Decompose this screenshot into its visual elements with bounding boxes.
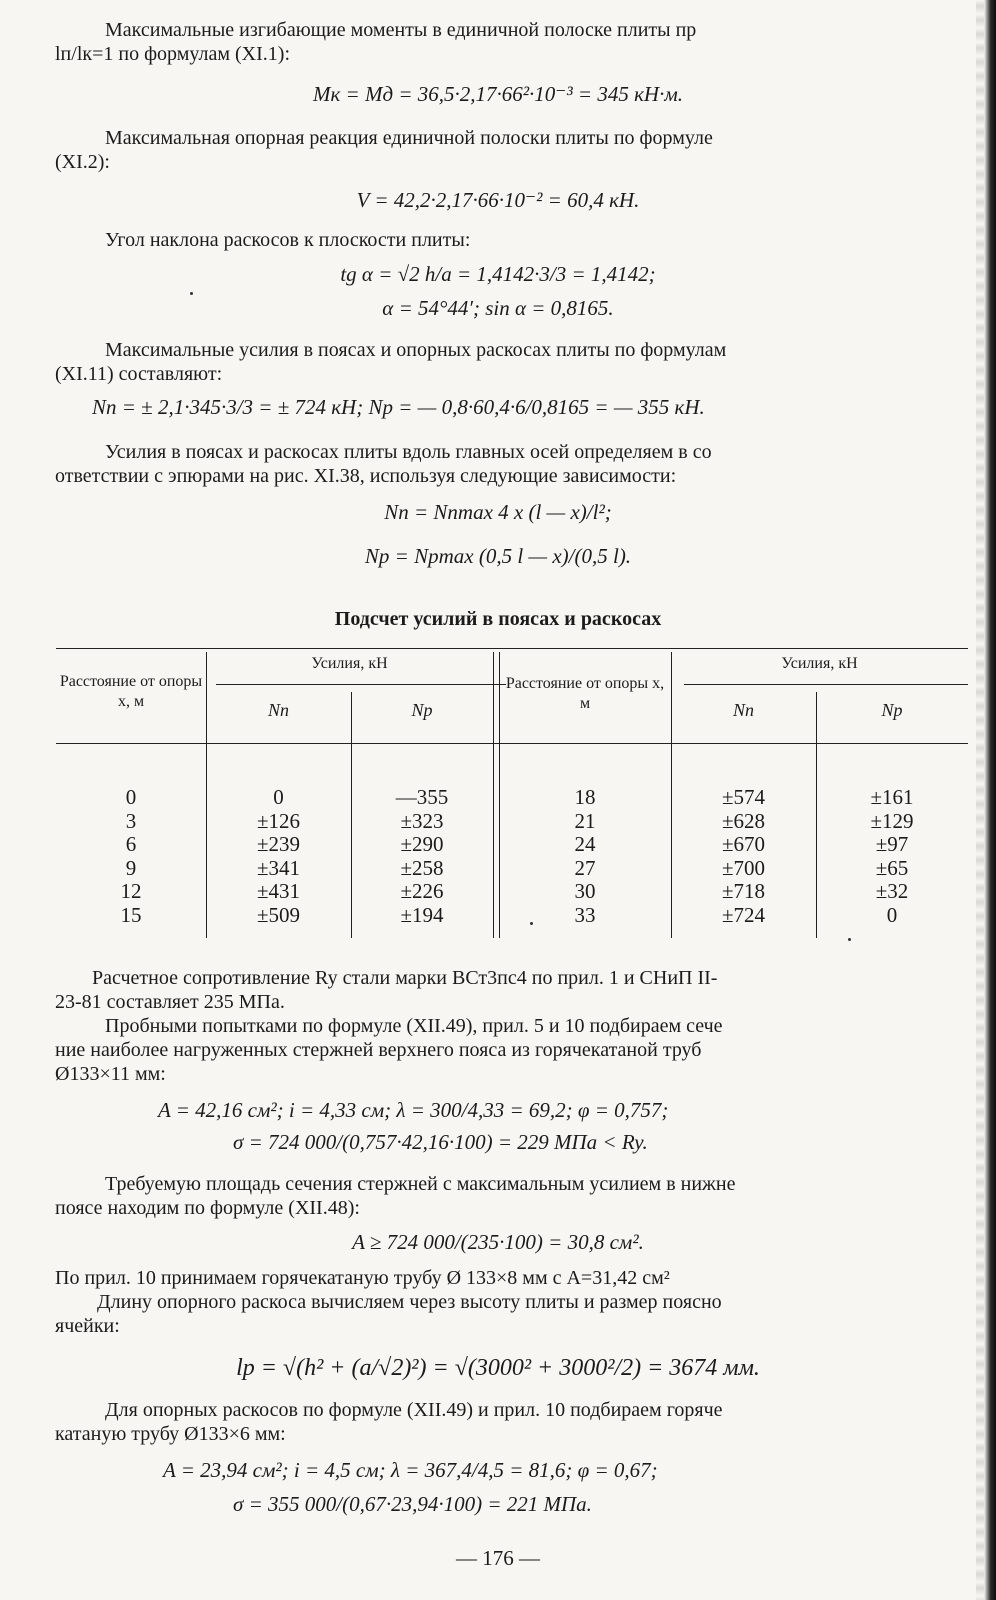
header-forces: Усилия, кН bbox=[781, 655, 858, 672]
formula: Nп = ± 2,1·345·3/3 = ± 724 кН; Nр = — 0,8·60,4·6/0,8165 = — 355 кН. bbox=[92, 395, 705, 419]
paragraph-line: поясе находим по формуле (XII.48): bbox=[55, 1197, 360, 1219]
formula: Mк = Mд = 36,5·2,17·66²·10⁻³ = 345 кН·м. bbox=[312, 82, 683, 106]
paragraph-line: ние наиболее нагруженных стержней верхнего пояса из горячекатаной труб bbox=[55, 1039, 702, 1061]
table-cell: ±65 bbox=[875, 855, 909, 880]
paragraph-line: ответствии с эпюрами на рис. XI.38, используя следующие зависимости: bbox=[55, 465, 677, 487]
paragraph-line: Усилия в поясах и раскосах плиты вдоль главных осей определяем в со bbox=[105, 441, 712, 463]
paragraph-line: (XI.2): bbox=[55, 151, 110, 173]
formula: A = 23,94 см²; i = 4,5 см; λ = 367,4/4,5 = 81,6; φ = 0,67; bbox=[163, 1458, 658, 1482]
table-cell: 12 bbox=[120, 879, 142, 904]
paragraph-line: 23-81 составляет 235 МПа. bbox=[55, 991, 285, 1013]
formula: A ≥ 724 000/(235·100) = 30,8 см². bbox=[352, 1230, 644, 1254]
paragraph-line: Максимальная опорная реакция единичной полоски плиты по формуле bbox=[105, 127, 713, 149]
table-cell: ±239 bbox=[256, 832, 301, 857]
paragraph-line: ячейки: bbox=[55, 1315, 120, 1337]
table-cell: 33 bbox=[574, 902, 596, 927]
table-cell: ±194 bbox=[400, 902, 444, 927]
scan-binding-edge bbox=[984, 0, 996, 1600]
formula: tg α = √2 h/a = 1,4142·3/3 = 1,4142; bbox=[340, 262, 656, 286]
column-left-np bbox=[206, 786, 351, 928]
table-cell: ±341 bbox=[256, 855, 301, 880]
table-cell: ±258 bbox=[400, 855, 444, 880]
table-cell: ±226 bbox=[400, 879, 444, 904]
table-cell: ±700 bbox=[721, 855, 766, 880]
paragraph-line: Требуемую площадь сечения стержней с максимальным усилием в нижне bbox=[105, 1173, 736, 1195]
column-left-x bbox=[56, 786, 206, 928]
formula: Nп = Nпmax 4 x (l — x)/l²; bbox=[384, 500, 612, 524]
paragraph-line: По прил. 10 принимаем горячекатаную трубу Ø 133×8 мм с A=31,42 см² bbox=[55, 1267, 670, 1289]
table-cell: 21 bbox=[574, 808, 596, 833]
column-right-np bbox=[671, 786, 816, 928]
paragraph-line: Максимальные изгибающие моменты в единичной полоске плиты пр bbox=[105, 19, 697, 41]
column-right-nr bbox=[816, 786, 968, 928]
table-cell: —355 bbox=[395, 785, 449, 809]
paragraph-line: Пробными попытками по формуле (XII.49), прил. 5 и 10 подбираем сече bbox=[105, 1015, 723, 1037]
table-cell: 6 bbox=[125, 832, 137, 857]
formula: V = 42,2·2,17·66·10⁻² = 60,4 кН. bbox=[356, 188, 640, 212]
header-np: Nп bbox=[267, 700, 289, 720]
table-cell: ±97 bbox=[875, 832, 909, 857]
formula: α = 54°44′; sin α = 0,8165. bbox=[382, 296, 614, 320]
table-cell: ±161 bbox=[870, 785, 914, 809]
table-cell: ±290 bbox=[400, 832, 444, 857]
table-cell: ±126 bbox=[256, 808, 301, 833]
paragraph-line: Длину опорного раскоса вычисляем через высоту плиты и размер поясно bbox=[97, 1291, 722, 1313]
table-cell: 15 bbox=[120, 902, 142, 927]
table-cell: ±724 bbox=[721, 902, 766, 927]
header-nr: Nр bbox=[881, 700, 903, 720]
table-cell: 9 bbox=[125, 855, 137, 880]
table-cell: ±670 bbox=[721, 832, 766, 857]
table-cell: ±431 bbox=[256, 879, 301, 904]
header-distance: Расстояние от опоры x, м bbox=[59, 673, 203, 710]
table-cell: 27 bbox=[574, 855, 596, 880]
page-number: — 176 — bbox=[456, 1546, 540, 1570]
table-cell: 24 bbox=[574, 832, 596, 857]
table-cell: ±509 bbox=[256, 902, 301, 927]
paragraph-line: Ø133×11 мм: bbox=[55, 1063, 166, 1085]
paragraph-line: (XI.11) составляют: bbox=[55, 363, 223, 385]
table-cell: ±628 bbox=[721, 808, 766, 833]
table-cell: ±129 bbox=[870, 808, 914, 833]
table-cell: 0 bbox=[125, 785, 137, 809]
paragraph-line: Для опорных раскосов по формуле (XII.49) и прил. 10 подбираем горяче bbox=[105, 1399, 723, 1421]
paragraph-line: катаную трубу Ø133×6 мм: bbox=[55, 1423, 286, 1445]
header-np: Nп bbox=[732, 700, 754, 720]
table-cell: ±574 bbox=[721, 785, 766, 809]
column-left-nr bbox=[351, 786, 493, 928]
formula: σ = 724 000/(0,757·42,16·100) = 229 МПа < Ry. bbox=[233, 1130, 648, 1154]
table-cell: 30 bbox=[574, 879, 596, 904]
table-cell: 0 bbox=[886, 902, 898, 927]
column-right-x bbox=[499, 786, 671, 928]
formula: lр = √(h² + (a/√2)²) = √(3000² + 3000²/2) = 3674 мм. bbox=[236, 1355, 760, 1381]
header-forces: Усилия, кН bbox=[311, 655, 388, 672]
formula: A = 42,16 см²; i = 4,33 см; λ = 300/4,33 = 69,2; φ = 0,757; bbox=[158, 1098, 669, 1122]
table-cell: ±323 bbox=[400, 808, 444, 833]
paragraph-line: Угол наклона раскосов к плоскости плиты: bbox=[105, 229, 471, 251]
table-cell: ±32 bbox=[875, 879, 909, 904]
table-cell: 0 bbox=[273, 785, 284, 809]
table-cell: ±718 bbox=[721, 879, 766, 904]
table-cell: 3 bbox=[125, 808, 137, 833]
header-distance: Расстояние от опоры x, м bbox=[505, 675, 665, 712]
paragraph-line: Расчетное сопротивление Ry стали марки ВСт3пс4 по прил. 1 и СНиП II- bbox=[92, 967, 718, 989]
formula: Nр = Nрmax (0,5 l — x)/(0,5 l). bbox=[364, 544, 632, 568]
paragraph-line: Максимальные усилия в поясах и опорных раскосах плиты по формулам bbox=[105, 339, 727, 361]
paragraph-line: lп/lк=1 по формулам (XI.1): bbox=[55, 43, 290, 65]
scan-edge-shadow bbox=[976, 0, 984, 1600]
table-cell: 18 bbox=[574, 785, 596, 809]
forces-table bbox=[56, 648, 968, 938]
header-nr: Nр bbox=[411, 700, 433, 720]
table-title: Подсчет усилий в поясах и раскосах bbox=[334, 608, 662, 630]
formula: σ = 355 000/(0,67·23,94·100) = 221 МПа. bbox=[233, 1492, 592, 1516]
